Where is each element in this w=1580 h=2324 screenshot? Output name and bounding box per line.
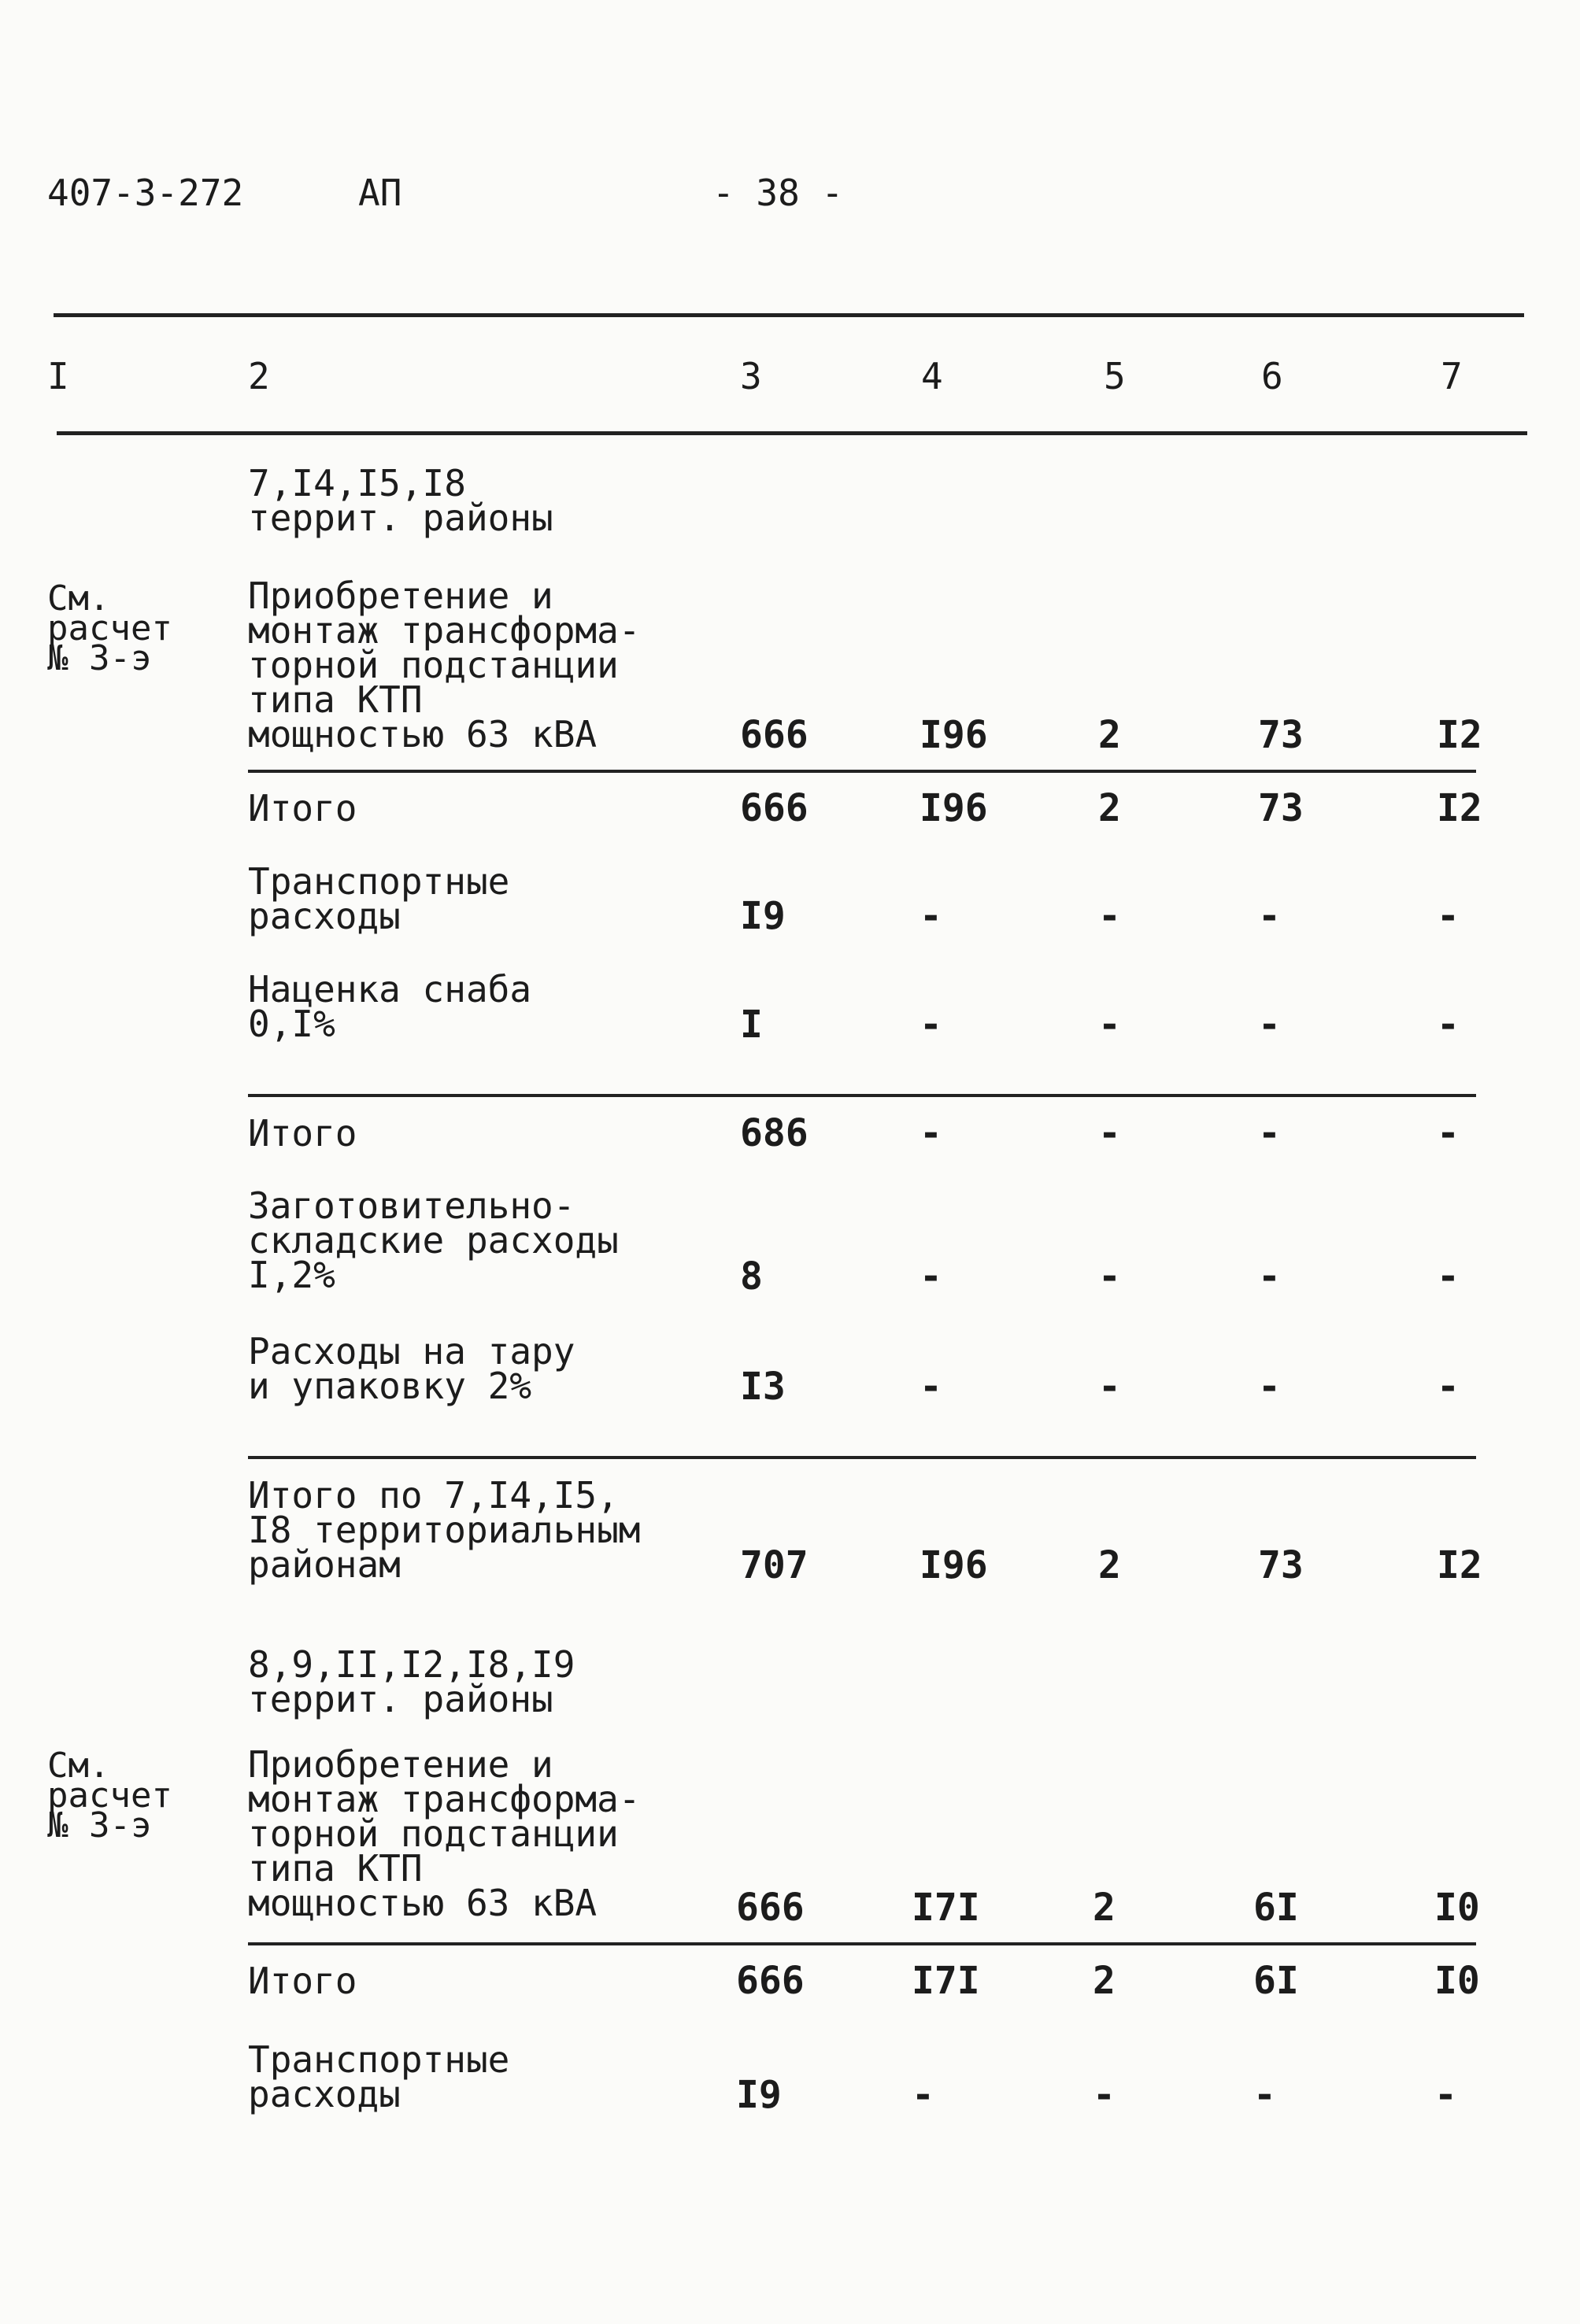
subtotal-label: Итого xyxy=(248,1960,357,2002)
item-description: Приобретение и монтаж трансформа- торной подстанции типа КТП мощностью 63 кВА xyxy=(248,1743,641,1924)
cell-col4: - xyxy=(920,894,942,938)
cell-col4: - xyxy=(920,1003,942,1047)
cell-col7: - xyxy=(1437,1111,1460,1155)
cell-col4: - xyxy=(920,1111,942,1155)
calculation-reference-first: См. расчет № 3-э xyxy=(47,578,172,678)
item-description: Приобретение и монтаж трансформа- торной подстанции типа КТП мощностью 63 кВА xyxy=(248,575,641,756)
column-header-4: 4 xyxy=(921,355,943,397)
row-divider xyxy=(248,1094,1476,1097)
cell-col7: - xyxy=(1437,1254,1460,1299)
column-header-2: 2 xyxy=(248,355,270,397)
cell-col6: 73 xyxy=(1258,1543,1304,1587)
cell-col6: 6I xyxy=(1253,1959,1299,2003)
cell-col3: 707 xyxy=(740,1543,809,1587)
cell-col3: 8 xyxy=(740,1254,763,1299)
table-top-rule xyxy=(54,313,1524,317)
cell-col5: - xyxy=(1093,2073,1116,2117)
cell-col5: - xyxy=(1098,1254,1121,1299)
cell-col5: 2 xyxy=(1093,1886,1116,1930)
cell-col7: - xyxy=(1437,1365,1460,1409)
cell-col6: - xyxy=(1258,1254,1281,1299)
cell-col6: - xyxy=(1253,2073,1276,2117)
cell-col6: - xyxy=(1258,1365,1281,1409)
section-heading-first: 7,I4,I5,I8 террит. районы xyxy=(248,462,553,539)
cell-col4: I96 xyxy=(920,786,988,830)
cell-col3: I3 xyxy=(740,1365,786,1409)
cell-col5: 2 xyxy=(1093,1959,1116,2003)
cell-col3: 666 xyxy=(740,713,809,757)
section-heading-second: 8,9,II,I2,I8,I9 террит. районы xyxy=(248,1643,575,1720)
supply-markup-label: Наценка снаба 0,I% xyxy=(248,968,532,1045)
cell-col7: - xyxy=(1434,2073,1457,2117)
subtotal-label: Итого xyxy=(248,787,357,829)
cell-col5: 2 xyxy=(1098,713,1121,757)
cell-col5: 2 xyxy=(1098,786,1121,830)
cell-col6: 6I xyxy=(1253,1886,1299,1930)
calculation-reference-second: См. расчет № 3-э xyxy=(47,1746,172,1846)
row-divider xyxy=(248,770,1476,773)
page-number: - 38 - xyxy=(712,172,844,214)
cell-col3: I9 xyxy=(740,894,786,938)
transport-costs-label: Транспортные расходы xyxy=(248,860,510,937)
cell-col3: I xyxy=(740,1003,763,1047)
section-code: АП xyxy=(358,172,402,214)
cell-col6: 73 xyxy=(1258,786,1304,830)
cell-col5: - xyxy=(1098,894,1121,938)
cell-col4: - xyxy=(912,2073,934,2117)
column-header-3: 3 xyxy=(740,355,762,397)
packaging-costs-label: Расходы на тару и упаковку 2% xyxy=(248,1330,575,1407)
cell-col7: I0 xyxy=(1434,1959,1480,2003)
cell-col6: - xyxy=(1258,1111,1281,1155)
column-header-7: 7 xyxy=(1441,355,1463,397)
cell-col4: I96 xyxy=(920,713,988,757)
cell-col7: - xyxy=(1437,894,1460,938)
cell-col4: I7I xyxy=(912,1886,980,1930)
cell-col3: I9 xyxy=(736,2073,782,2117)
cell-col5: - xyxy=(1098,1111,1121,1155)
cell-col3: 686 xyxy=(740,1111,809,1155)
cell-col5: 2 xyxy=(1098,1543,1121,1587)
subtotal-label: Итого xyxy=(248,1112,357,1155)
header-bottom-rule xyxy=(57,431,1527,435)
section-total-label: Итого по 7,I4,I5, I8 территориальным районам xyxy=(248,1474,641,1586)
row-divider xyxy=(248,1942,1476,1945)
column-header-5: 5 xyxy=(1104,355,1126,397)
document-code: 407-3-272 xyxy=(47,172,244,214)
cell-col6: - xyxy=(1258,894,1281,938)
cell-col5: - xyxy=(1098,1003,1121,1047)
procurement-storage-costs-label: Заготовительно- складские расходы I,2% xyxy=(248,1184,619,1296)
cell-col7: - xyxy=(1437,1003,1460,1047)
cell-col4: - xyxy=(920,1365,942,1409)
cell-col7: I0 xyxy=(1434,1886,1480,1930)
cell-col3: 666 xyxy=(740,786,809,830)
cell-col4: - xyxy=(920,1254,942,1299)
column-header-6: 6 xyxy=(1261,355,1283,397)
transport-costs-label: Транспортные расходы xyxy=(248,2038,510,2115)
cell-col4: I96 xyxy=(920,1543,988,1587)
row-divider xyxy=(248,1456,1476,1459)
cell-col6: 73 xyxy=(1258,713,1304,757)
cell-col3: 666 xyxy=(736,1886,805,1930)
cell-col7: I2 xyxy=(1437,786,1482,830)
column-header-1: I xyxy=(47,355,69,397)
cell-col4: I7I xyxy=(912,1959,980,2003)
cell-col7: I2 xyxy=(1437,713,1482,757)
cell-col3: 666 xyxy=(736,1959,805,2003)
cell-col7: I2 xyxy=(1437,1543,1482,1587)
cell-col6: - xyxy=(1258,1003,1281,1047)
cell-col5: - xyxy=(1098,1365,1121,1409)
